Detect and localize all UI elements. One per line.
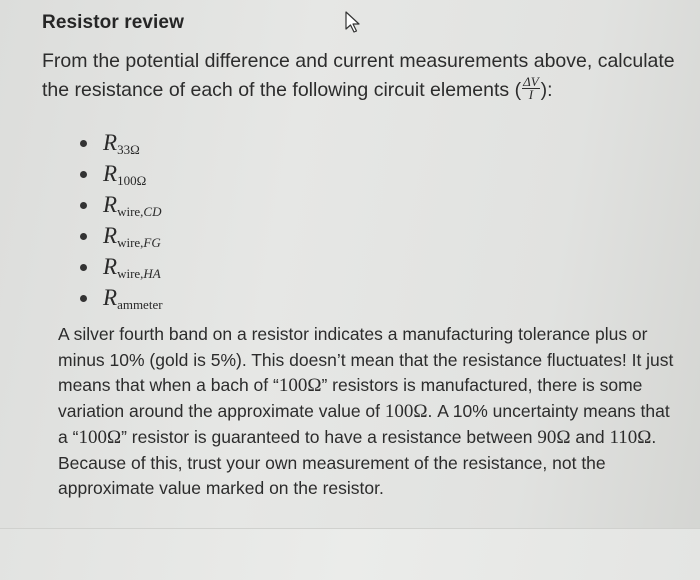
mouse-pointer-icon bbox=[343, 10, 365, 34]
list-item bbox=[68, 159, 163, 190]
resistor-ammeter: $R_{ammeter}$ bbox=[103, 284, 163, 312]
fraction-denominator: I bbox=[528, 87, 534, 103]
list-item bbox=[68, 252, 163, 283]
bullet bbox=[80, 202, 87, 209]
intro-paragraph bbox=[42, 47, 682, 105]
tolerance-note: A silver fourth band on a resistor indicates a manufacturing tolerance plus or minus 10% (gold is 5%). This doesn’t mean that the resistance fluctuates! It just means that when a bach of “100Ω” resistors is manufactured, there is some variation around the approximate value of 100Ω. A 10% uncertainty means that a “100Ω” resistor is guaranteed to have a resistance between 90Ω and 110Ω. Because of this, trust your own measurement of the resistance, not the approximate value marked on the resistor. bbox=[58, 324, 674, 499]
bullet bbox=[80, 140, 87, 147]
intro-text: From the potential difference and current measurements above, calculate the resistance of each of the following circuit elements ( bbox=[42, 50, 675, 101]
resistor-33-ohm: $R_{33\Omega}$ bbox=[103, 129, 140, 157]
bullet bbox=[80, 295, 87, 302]
resistor-100-ohm: $R_{100\Omega}$ bbox=[103, 160, 147, 188]
bullet bbox=[80, 233, 87, 240]
resistor-wire-fg: $R_{wire,FG}$ bbox=[103, 222, 161, 250]
intro-text-end: ): bbox=[540, 79, 553, 101]
next-section-strip bbox=[0, 528, 700, 580]
list-item bbox=[68, 221, 163, 252]
resistor-wire-cd: $R_{wire,CD}$ bbox=[103, 191, 162, 219]
list-item bbox=[68, 190, 163, 221]
resistor-wire-ha: $R_{wire,HA}$ bbox=[103, 253, 161, 281]
resistor-list bbox=[68, 128, 163, 314]
bullet bbox=[80, 171, 87, 178]
fraction-numerator: ΔV bbox=[523, 74, 539, 90]
section-title: Resistor review bbox=[42, 12, 184, 33]
delta-v-over-i-fraction bbox=[522, 76, 540, 101]
list-item bbox=[68, 283, 163, 314]
list-item bbox=[68, 128, 163, 159]
bullet bbox=[80, 264, 87, 271]
